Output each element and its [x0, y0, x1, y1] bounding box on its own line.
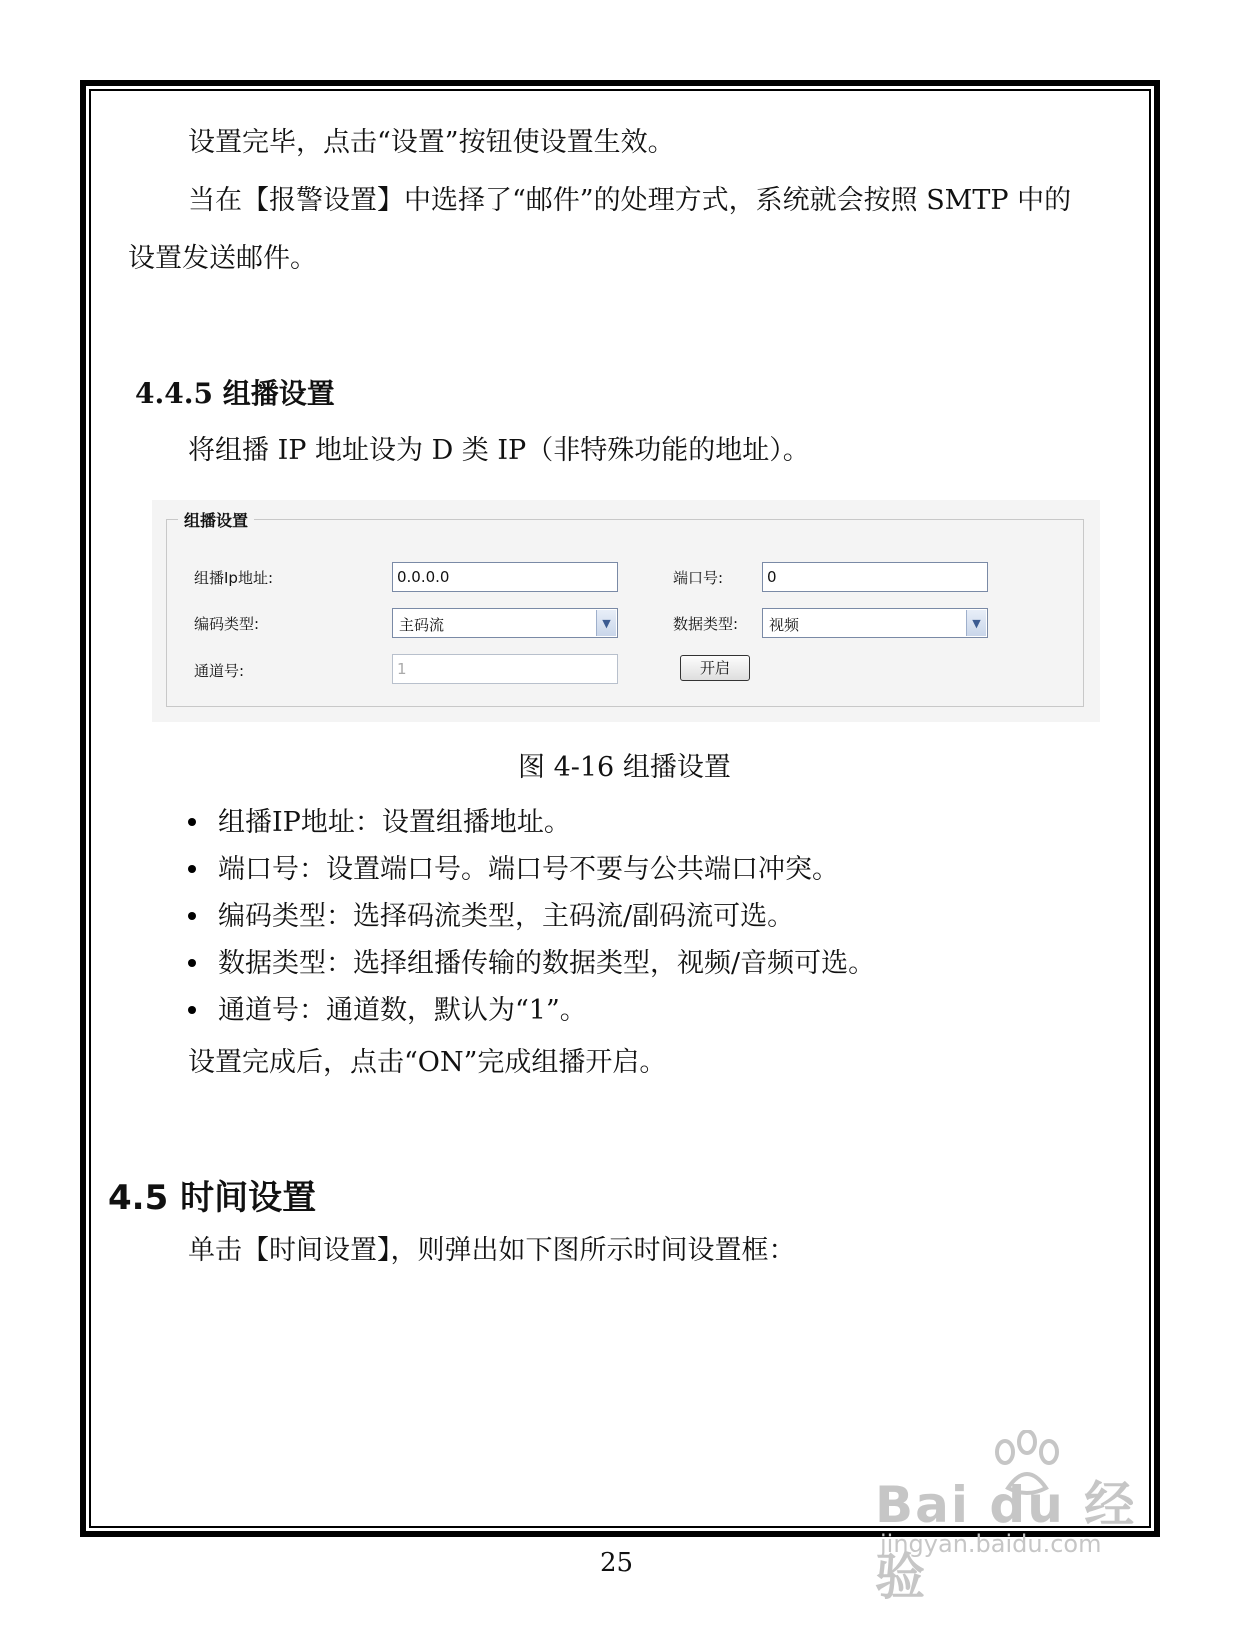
bullet-icon — [188, 818, 196, 826]
paragraph-settings-done: 设置完毕，点击“设置”按钮使设置生效。 — [188, 127, 675, 158]
list-item: 编码类型：选择码流类型，主码流/副码流可选。 — [188, 900, 794, 934]
data-type-select[interactable] — [762, 608, 988, 638]
list-item: 端口号：设置端口号。端口号不要与公共端口冲突。 — [188, 853, 839, 887]
bullet-icon — [188, 865, 196, 873]
list-item: 通道号：通道数，默认为“1”。 — [188, 994, 587, 1028]
list-item: 组播IP地址：设置组播地址。 — [188, 806, 571, 840]
port-label: 端口号: — [673, 569, 724, 587]
chevron-down-icon[interactable]: ▼ — [596, 610, 616, 636]
section-heading-4-5: 4.5 时间设置 — [108, 1178, 317, 1218]
paragraph-time-settings: 单击【时间设置】，则弹出如下图所示时间设置框： — [188, 1235, 796, 1266]
multicast-ip-input[interactable]: 0.0.0.0 — [392, 562, 618, 592]
paragraph-multicast-on: 设置完成后，点击“ON”完成组播开启。 — [188, 1047, 667, 1078]
encode-type-value: 主码流 — [399, 616, 445, 634]
bullet-icon — [188, 1006, 196, 1014]
bullet-icon — [188, 959, 196, 967]
bullet-icon — [188, 912, 196, 920]
page-number: 25 — [600, 1548, 634, 1578]
port-input[interactable]: 0 — [762, 562, 988, 592]
figure-caption: 图 4-16 组播设置 — [518, 752, 731, 783]
paragraph-alarm-email-line1: 当在【报警设置】中选择了“邮件”的处理方式，系统就会按照 SMTP 中的 — [188, 185, 1072, 216]
data-type-label: 数据类型: — [673, 615, 739, 633]
paragraph-multicast-ip-note: 将组播 IP 地址设为 D 类 IP（非特殊功能的地址）。 — [188, 435, 810, 466]
chevron-down-icon[interactable]: ▼ — [966, 610, 986, 636]
section-heading-4-4-5: 4.4.5 组播设置 — [135, 377, 335, 410]
channel-input: 1 — [392, 654, 618, 684]
encode-type-label: 编码类型: — [194, 615, 260, 633]
channel-label: 通道号: — [194, 662, 245, 680]
data-type-value: 视频 — [769, 616, 800, 634]
watermark-logo: Bai du 经验 — [875, 1476, 1137, 1606]
multicast-legend: 组播设置 — [178, 508, 254, 531]
paragraph-alarm-email-line2: 设置发送邮件。 — [128, 243, 317, 274]
watermark-url: jingyan.baidu.com — [880, 1530, 1102, 1558]
list-item: 数据类型：选择组播传输的数据类型，视频/音频可选。 — [188, 947, 875, 981]
multicast-ip-label: 组播Ip地址: — [194, 569, 273, 587]
watermark — [855, 1430, 1175, 1606]
start-button[interactable]: 开启 — [680, 655, 750, 681]
encode-type-select[interactable] — [392, 608, 618, 638]
